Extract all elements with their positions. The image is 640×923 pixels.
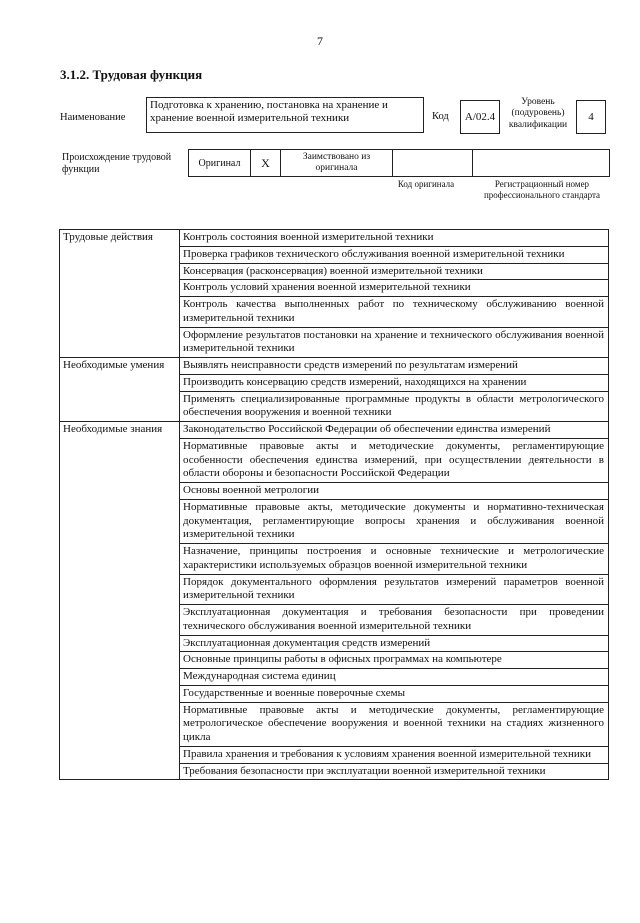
table-cell: Основы военной метрологии xyxy=(180,483,609,500)
original-mark: X xyxy=(261,156,270,170)
original-label: Оригинал xyxy=(198,158,241,169)
table-cell: Применять специализированные программные продукты в области метрологического обеспечения вооружения и военной техники xyxy=(180,391,609,422)
table-cell: Выявлять неисправности средств измерений по результатам измерений xyxy=(180,358,609,375)
table-row xyxy=(60,230,609,247)
level-value-box: 4 xyxy=(576,100,606,134)
table-cell: Контроль состояния военной измерительной техники xyxy=(180,230,609,247)
table-cell: Государственные и военные поверочные схемы xyxy=(180,685,609,702)
borrowed-cell xyxy=(281,150,393,176)
table-cell: Нормативные правовые акты и методические документы, регламентирующие особенности обеспечения единства измерений, при осуществлении деятельности в области обороны и безопасности Российской Федерации xyxy=(180,438,609,482)
table-cell: Нормативные правовые акты и методические документы, регламентирующие метрологическое обеспечение вооружения и военной техники на стадиях жизненного цикла xyxy=(180,702,609,746)
table-cell: Основные принципы работы в офисных программах на компьютере xyxy=(180,652,609,669)
category-cell xyxy=(60,230,180,358)
table-cell: Правила хранения и требования к условиям хранения военной измерительной техники xyxy=(180,746,609,763)
table-cell: Контроль условий хранения военной измерительной техники xyxy=(180,280,609,297)
original-mark-cell xyxy=(251,150,281,176)
table-row xyxy=(60,422,609,439)
table-cell: Законодательство Российской Федерации об обеспечении единства измерений xyxy=(180,422,609,439)
name-label: Наименование xyxy=(60,112,126,123)
table-cell: Производить консервацию средств измерений, находящихся на хранении xyxy=(180,374,609,391)
section-title: 3.1.2. Трудовая функция xyxy=(60,67,203,82)
page-number: 7 xyxy=(317,34,323,48)
origin-label: Происхождение трудовой функции xyxy=(62,152,172,175)
code-value-box: A/02.4 xyxy=(460,100,500,134)
table-cell: Контроль качества выполненных работ по техническому обслуживанию военной измерительной техники xyxy=(180,297,609,328)
table-cell: Назначение, принципы построения и основные технические и метрологические характеристики используемых образцов военной измерительной техники xyxy=(180,544,609,575)
table-cell: Проверка графиков технического обслуживания военной измерительной техники xyxy=(180,246,609,263)
borrowed-label: Заимствовано из оригинала xyxy=(302,152,371,174)
category-knowledge: Необходимые знания xyxy=(63,423,163,435)
table-cell: Эксплуатационная документация средств измерений xyxy=(180,635,609,652)
function-name-box: Подготовка к хранению, постановка на хранение и хранение военной измерительной техники xyxy=(146,97,424,133)
original-cell xyxy=(189,150,251,176)
origin-table xyxy=(188,149,610,177)
category-cell xyxy=(60,358,180,422)
table-cell: Эксплуатационная документация и требования безопасности при проведении технического обслуживания военной измерительной техники xyxy=(180,605,609,636)
code-label: Код xyxy=(432,111,449,122)
code-original-caption: Код оригинала xyxy=(397,179,455,189)
labor-function-table xyxy=(59,229,609,780)
borrowed-code-cell xyxy=(393,150,473,176)
reg-number-caption: Регистрационный номер профессионального стандарта xyxy=(483,179,601,200)
level-label: Уровень (подуровень) квалификации xyxy=(508,97,568,130)
table-cell: Порядок документального оформления результатов измерений параметров военной измерительной техники xyxy=(180,574,609,605)
category-labor-actions: Трудовые действия xyxy=(63,231,153,243)
table-cell: Консервация (расконсервация) военной измерительной техники xyxy=(180,263,609,280)
table-cell: Требования безопасности при эксплуатации военной измерительной техники xyxy=(180,763,609,780)
table-cell: Международная система единиц xyxy=(180,669,609,686)
category-skills: Необходимые умения xyxy=(63,359,165,371)
table-row xyxy=(60,358,609,375)
table-cell: Оформление результатов постановки на хранение и технического обслуживания военной измерительной техники xyxy=(180,327,609,358)
category-cell xyxy=(60,422,180,780)
table-cell: Нормативные правовые акты, методические документы и нормативно-техническая документация, регламентирующие вопросы хранения и обслуживания военной измерительной техники xyxy=(180,499,609,543)
